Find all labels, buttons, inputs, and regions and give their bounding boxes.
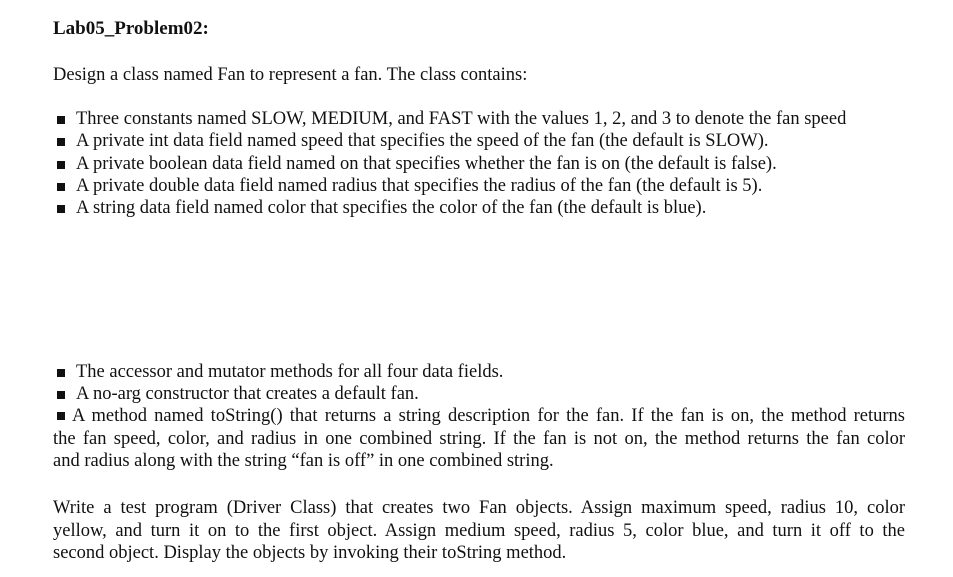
list-item: A string data field named color that specifies the color of the fan (the default is blue). xyxy=(53,197,846,219)
tostring-line-2: the fan speed, color, and radius in one combined string. If the fan is not on, the method returns the fan color xyxy=(53,428,905,449)
bullet-icon xyxy=(57,183,65,191)
tostring-line-3: and radius along with the string “fan is off” in one combined string. xyxy=(53,451,554,471)
driver-line-2: yellow, and turn it on to the first object. Assign medium speed, radius 5, color blue, and turn it off to the xyxy=(53,520,905,541)
driver-instructions xyxy=(53,497,905,565)
data-fields-list xyxy=(53,108,846,219)
bullet-icon xyxy=(57,116,65,124)
bullet-icon xyxy=(57,412,65,420)
bullet-icon xyxy=(57,138,65,146)
list-item: A private int data field named speed that specifies the speed of the fan (the default is SLOW). xyxy=(53,130,846,152)
driver-line-3: second object. Display the objects by invoking their toString method. xyxy=(53,543,567,563)
list-item: A private boolean data field named on that specifies whether the fan is on (the default is false). xyxy=(53,153,846,175)
methods-list xyxy=(53,361,503,406)
list-item: A private double data field named radius that specifies the radius of the fan (the default is 5). xyxy=(53,175,846,197)
tostring-line-1: A method named toString() that returns a string description for the fan. If the fan is on, the method returns xyxy=(53,405,905,428)
list-item: A no-arg constructor that creates a default fan. xyxy=(53,383,503,405)
intro-sentence: Design a class named Fan to represent a fan. The class contains: xyxy=(53,65,528,85)
bullet-icon xyxy=(57,369,65,377)
bullet-icon xyxy=(57,205,65,213)
tostring-method-item xyxy=(53,405,905,473)
bullet-icon xyxy=(57,161,65,169)
list-item: Three constants named SLOW, MEDIUM, and FAST with the values 1, 2, and 3 to denote the fan speed xyxy=(53,108,846,130)
driver-line-1: Write a test program (Driver Class) that creates two Fan objects. Assign maximum speed, radius 10, color xyxy=(53,498,905,518)
bullet-icon xyxy=(57,391,65,399)
list-item: The accessor and mutator methods for all four data fields. xyxy=(53,361,503,383)
problem-title: Lab05_Problem02: xyxy=(53,18,209,39)
